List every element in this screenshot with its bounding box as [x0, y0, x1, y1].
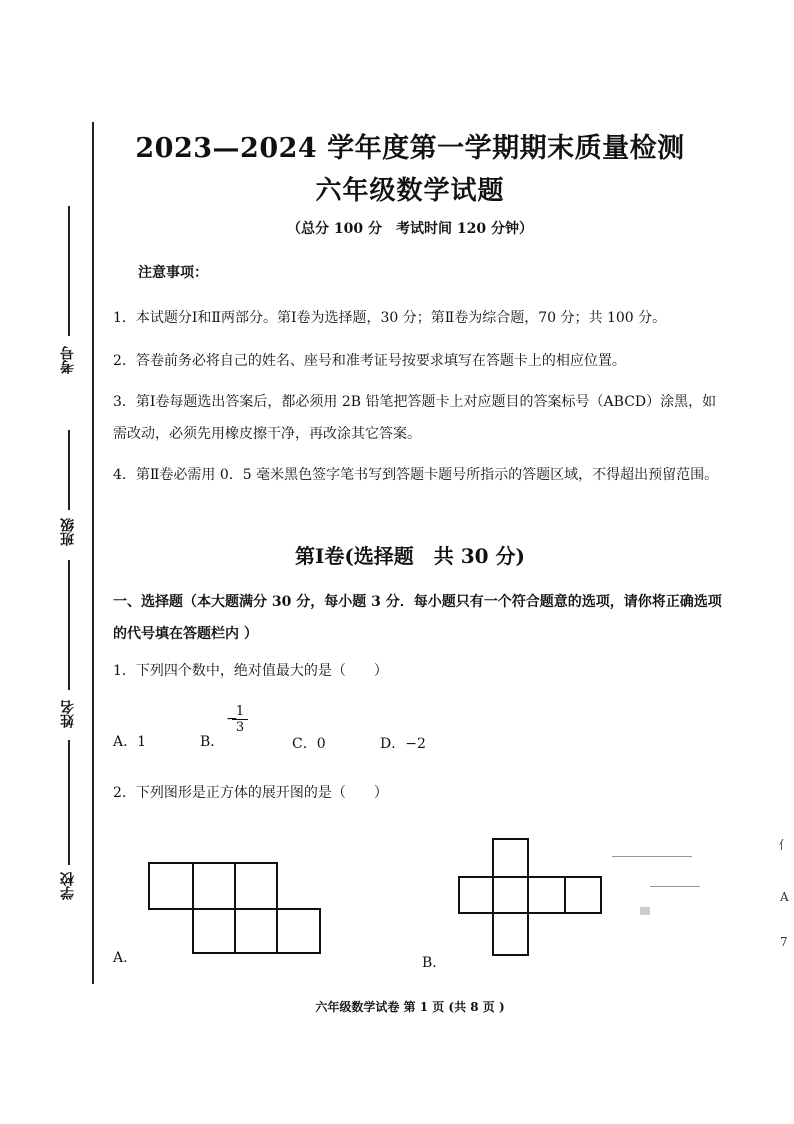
net-square	[564, 876, 602, 914]
net-square	[276, 908, 321, 954]
name-blank-lower	[68, 740, 70, 820]
note-item: 4．第Ⅱ卷必需用 0．5 毫米黑色签字笔书写到答题卡题号所指示的答题区域，不得超出预留范围。	[113, 467, 719, 483]
q2-option-a-label: A.	[113, 950, 128, 966]
edge-mark: 亻	[778, 838, 791, 852]
q2-net-a	[148, 862, 323, 954]
notes-heading: 注意事项：	[138, 265, 208, 281]
note-item: 3．第Ⅰ卷每题选出答案后，都必须用 2B 铅笔把答题卡上对应题目的答案标号（ABCD）涂黑，如需改动，必须先用橡皮擦干净，再改涂其它答案。	[113, 394, 717, 442]
note-item: 2．答卷前务必将自己的姓名、座号和准考证号按要求填写在答题卡上的相应位置。	[113, 353, 626, 369]
exam-subtitle: 六年级数学试题	[315, 176, 505, 206]
school-blank	[68, 815, 70, 865]
scan-smudge	[612, 856, 692, 857]
exam-number-label: 考号	[60, 346, 76, 374]
question-2-stem: 2．下列图形是正方体的展开图的是（ ）	[113, 785, 388, 801]
net-square	[234, 908, 278, 954]
net-square	[234, 862, 278, 910]
question-1-stem: 1．下列四个数中，绝对值最大的是（ ）	[113, 663, 388, 679]
net-square	[148, 862, 194, 910]
q1-option-c-value: 0	[316, 736, 326, 752]
edge-mark: 7	[780, 935, 788, 949]
scan-smudge	[650, 886, 700, 887]
q1-option-b-label: B．	[200, 734, 225, 750]
q2-net-b	[458, 838, 608, 958]
note-item: 1．本试题分Ⅰ和Ⅱ两部分。第Ⅰ卷为选择题，30 分；第Ⅱ卷为综合题，70 分；共 100 分。	[113, 310, 667, 326]
exam-title: 2023—2024 学年度第一学期期末质量检测	[135, 133, 685, 164]
part-heading: 一、选择题（本大题满分 30 分，每小题 3 分．每小题只有一个符合题意的选项，请你将正确选项的代号填在答题栏内 ）	[113, 594, 722, 642]
net-square	[492, 838, 529, 878]
fraction-denominator: 3	[235, 720, 245, 735]
net-square	[492, 912, 529, 956]
net-square	[192, 862, 236, 910]
net-square	[492, 876, 529, 914]
q1-option-d	[380, 733, 426, 753]
q1-option-b-sign: −	[226, 711, 238, 727]
q1-option-a-value: 1	[137, 734, 147, 750]
name-field	[56, 600, 88, 790]
edge-mark: A	[780, 890, 789, 904]
school-field	[56, 815, 88, 915]
page-footer: 六年级数学试卷 第 1 页 (共 8 页 )	[315, 1000, 505, 1014]
fraction-numerator: 1	[232, 704, 248, 720]
q1-option-d-value: −2	[405, 736, 426, 752]
scan-smudge	[640, 907, 650, 915]
school-label: 学校	[60, 872, 76, 900]
name-blank-upper	[68, 600, 70, 690]
q1-option-d-label: D．	[380, 736, 406, 752]
net-square	[192, 908, 236, 954]
q1-option-c	[292, 733, 326, 753]
net-square	[527, 876, 566, 914]
class-label: 班级	[60, 518, 76, 546]
section-title: 第Ⅰ卷(选择题 共 30 分)	[294, 544, 526, 568]
name-label: 姓名	[60, 700, 76, 728]
net-square	[458, 876, 494, 914]
class-blank-upper	[68, 430, 70, 510]
q1-option-b-fraction	[232, 704, 248, 735]
q1-option-a	[113, 731, 146, 751]
exam-meta: （总分 100 分 考试时间 120 分钟）	[287, 221, 533, 237]
q2-option-b-label: B.	[422, 955, 437, 971]
q1-option-a-label: A．	[113, 734, 138, 750]
q1-option-c-label: C．	[292, 736, 317, 752]
